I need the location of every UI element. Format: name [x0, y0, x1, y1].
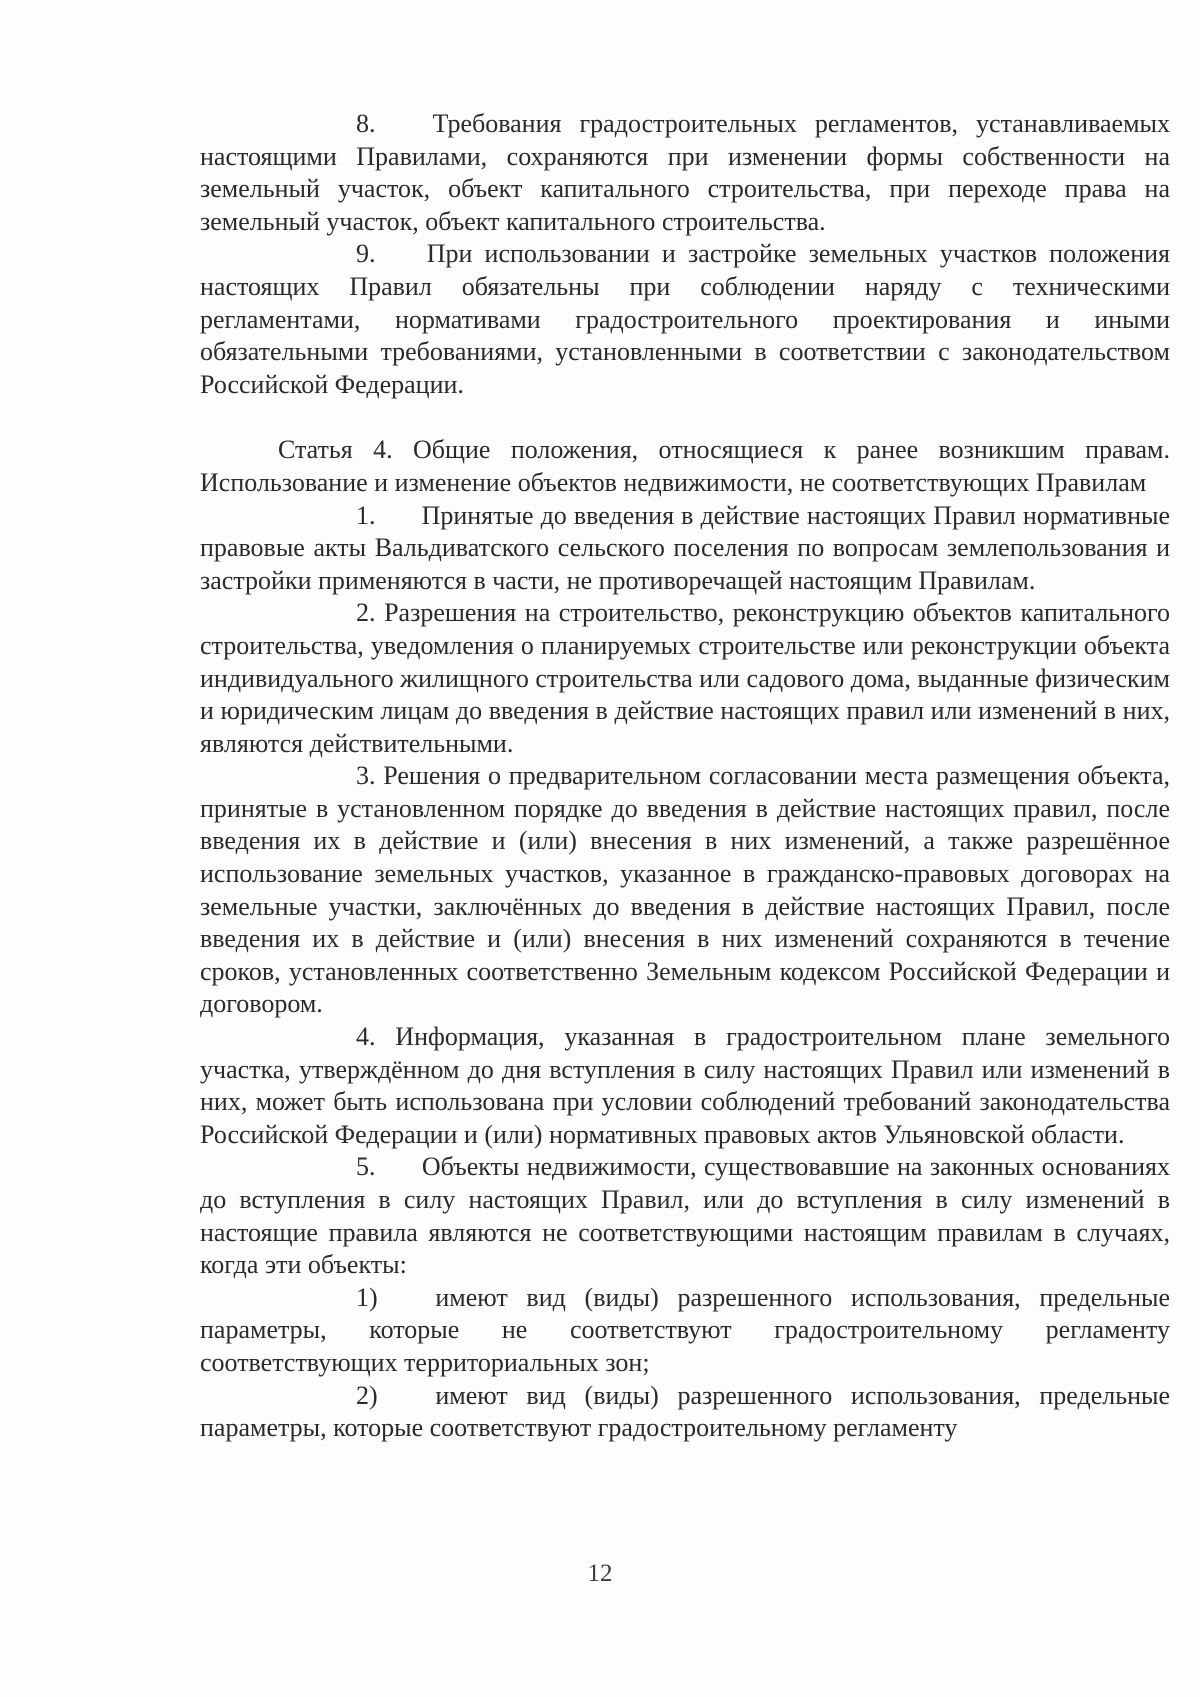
paragraph-text: Объекты недвижимости, существовавшие на законных основаниях до вступления в силу настоящих Правил, или до вступления в силу изменений в настоящие правила являются не соответствующими настоящим правилам в случаях, когда эти объекты: [200, 1152, 1170, 1280]
paragraph-5 [200, 1151, 1170, 1281]
paragraph-number: 2) [356, 1380, 378, 1410]
paragraph-text: Разрешения на строительство, реконструкцию объектов капитального строительства, уведомления о планируемых строительстве или реконструкции объекта индивидуального жилищного строительства или садового дома, выданные физическим и юридическим лицам до введения в действие настоящих правил или изменений в них, являются действительными. [200, 598, 1170, 758]
paragraph-number: 5. [356, 1152, 376, 1182]
paragraph-number: 9. [356, 239, 376, 269]
paragraph-text: Решения о предварительном согласовании места размещения объекта, принятые в установленном порядке до введения в действие настоящих правил, после введения их в действие и (или) внесения в них изменений, а также разрешённое использование земельных участков, указанное в гражданско-правовых договорах на земельные участки, заключённых до введения в действие настоящих Правил, после введения их в действие и (или) внесения в них изменений сохраняются в течение сроков, установленных соответственно Земельным кодексом Российской Федерации и договором. [200, 761, 1170, 1019]
paragraph-1 [200, 500, 1170, 598]
paragraph-text: имеют вид (виды) разрешенного использования, предельные параметры, которые не соответствуют градостроительному регламенту соответствующих территориальных зон; [200, 1282, 1170, 1377]
paragraph-number: 8. [356, 109, 376, 138]
paragraph-text: Принятые до введения в действие настоящих Правил нормативные правовые акты Вальдиватского сельского поселения по вопросам землепользования и застройки применяются в части, не противоречащей настоящим Правилам. [200, 500, 1170, 595]
paragraph-text: Требования градостроительных регламентов, устанавливаемых настоящими Правилами, сохраняются при изменении формы собственности на земельный участок, объект капитального строительства, при переходе права на земельный участок, объект капитального строительства. [200, 109, 1171, 236]
article-heading: Статья 4. Общие положения, относящиеся к ранее возникшим правам. Использование и изменение объектов недвижимости, не соответствующих Правилам [200, 435, 1170, 497]
paragraph-text: Информация, указанная в градостроительном плане земельного участка, утверждённом до дня вступления в силу настоящих Правил или изменений в них, может быть использована при условии соблюдений требований законодательства Российской Федерации и (или) нормативных правовых актов Ульяновской области. [200, 1022, 1170, 1149]
paragraph-number: 1. [356, 500, 376, 530]
paragraph-number: 1) [356, 1282, 378, 1312]
page-number: 12 [587, 1560, 613, 1587]
sub-item-2 [200, 1380, 1170, 1445]
paragraph-number: 2. [356, 598, 376, 628]
paragraph-text: При использовании и застройке земельных участков положения настоящих Правил обязательны при соблюдении наряду с техническими регламентами, нормативами градостроительного проектирования и иными обязательными требованиями, установленными в соответствии с законодательством Российской Федерации. [200, 239, 1170, 399]
paragraph-2 [200, 597, 1170, 760]
paragraph-3 [200, 760, 1170, 1021]
paragraph-number: 4. [356, 1022, 376, 1052]
paragraph-4 [200, 1021, 1170, 1151]
document-body [200, 108, 1170, 1445]
paragraph-number: 3. [356, 761, 376, 791]
paragraph-text: имеют вид (виды) разрешенного использования, предельные параметры, которые соответствуют градостроительному регламенту [200, 1380, 1170, 1443]
sub-item-1 [200, 1282, 1170, 1380]
paragraph-8 [200, 108, 1170, 238]
paragraph-9 [200, 238, 1170, 401]
section-spacer [200, 401, 1170, 434]
